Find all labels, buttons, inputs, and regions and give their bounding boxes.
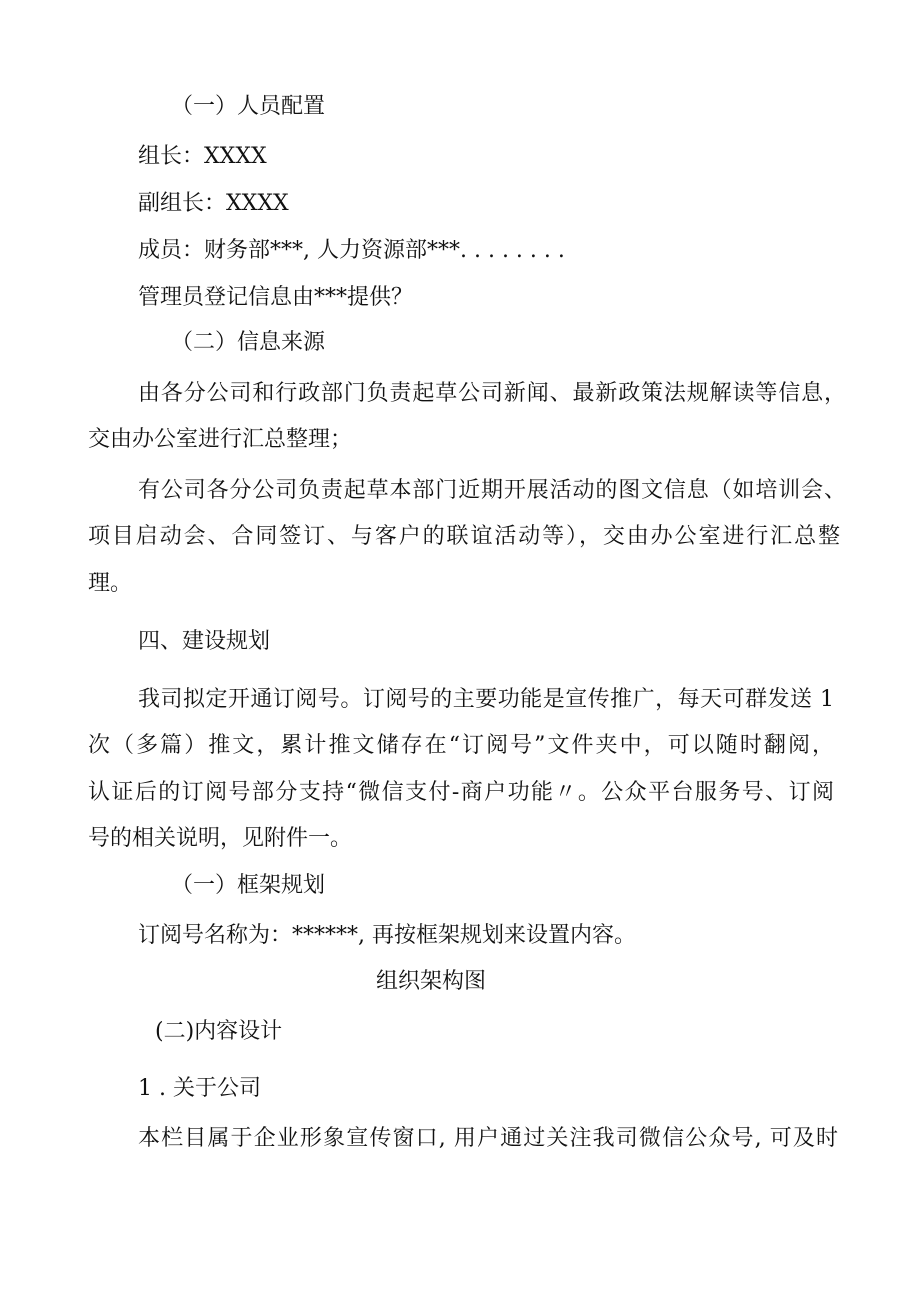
paragraph-line: 由各分公司和行政部门负责起草公司新闻、最新政策法规解读等信息， [138,381,846,406]
item-heading-about-company: 1 . 关于公司 [138,1076,261,1101]
paragraph-line: 本栏目属于企业形象宣传窗口, 用户通过关注我司微信公众号, 可及时 [138,1126,838,1151]
paragraph-line: 认证后的订阅号部分支持“微信支付-商户功能〃。公众平台服务号、订阅 [88,780,834,805]
paragraph-line: 我司拟定开通订阅号。订阅号的主要功能是宣传推广，每天可群发送 1 [138,687,834,712]
section-heading-construction-plan: 四、建设规划 [138,629,271,654]
paragraph-line: 次（多篇）推文，累计推文储存在“订阅号”文件夹中，可以随时翻阅， [88,733,834,758]
section-heading-content-design: (二)内容设计 [155,1019,283,1044]
members-line: 成员：财务部***, 人力资源部***. . . . . . . . [138,238,565,263]
org-chart-caption: 组织架构图 [376,969,487,994]
leader-line: 组长：XXXX [138,144,267,169]
account-name-line: 订阅号名称为：******, 再按框架规划来设置内容。 [138,923,636,948]
section-heading-info-source: （二）信息来源 [171,330,326,355]
section-heading-personnel: （一）人员配置 [171,94,326,119]
paragraph-line: 交由办公室进行汇总整理； [88,427,353,452]
section-heading-framework: （一）框架规划 [171,873,326,898]
paragraph-line: 理。 [88,571,133,596]
admin-info-line: 管理员登记信息由***提供？ [138,285,414,310]
paragraph-line: 号的相关说明，见附件一。 [88,826,353,851]
paragraph-line: 有公司各分公司负责起草本部门近期开展活动的图文信息（如培训会、 [138,478,846,503]
deputy-leader-line: 副组长：XXXX [138,191,289,216]
paragraph-line: 项目启动会、合同签订、与客户的联谊活动等），交由办公室进行汇总整 [88,524,840,549]
